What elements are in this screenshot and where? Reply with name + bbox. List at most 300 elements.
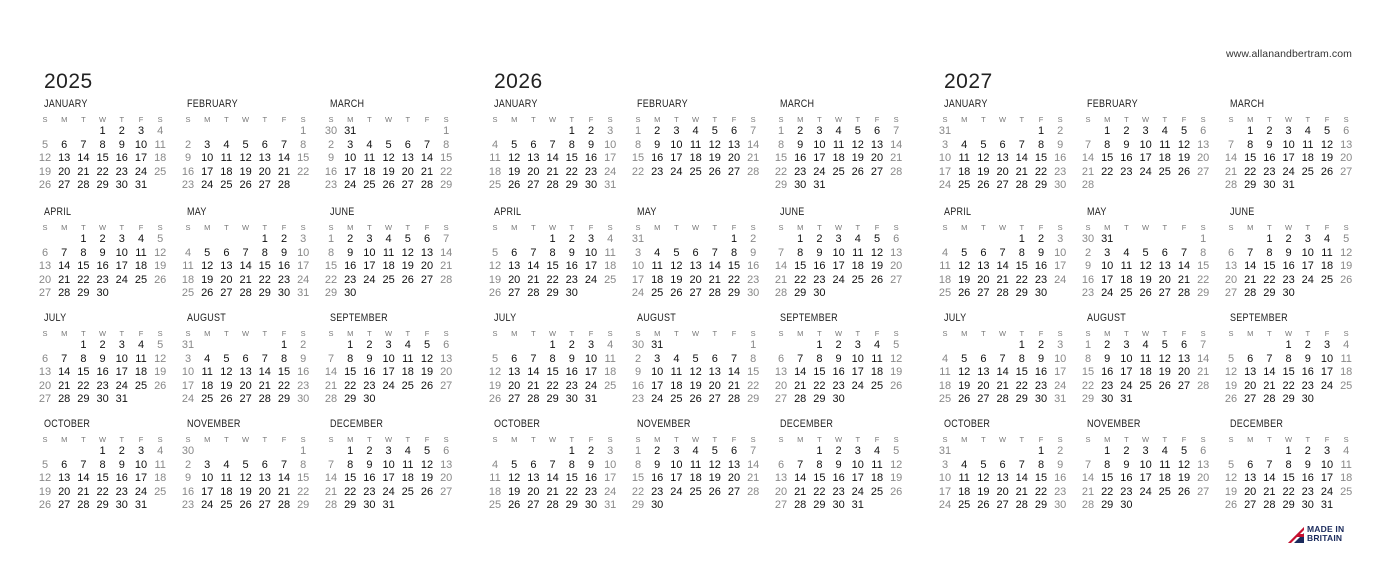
day-cell: 23 [1034, 273, 1048, 286]
day-cell: 28 [440, 273, 453, 286]
day-cell: 19 [708, 152, 721, 165]
day-cell: 25 [689, 165, 702, 178]
day-cell: 14 [1263, 472, 1276, 485]
day-cell: 6 [730, 125, 738, 137]
day-cell: 16 [747, 260, 760, 273]
day-cell: 27 [1340, 165, 1353, 178]
month-name: MARCH [780, 98, 815, 110]
weekday-letter: M [61, 115, 68, 124]
day-cell: 30 [1301, 499, 1314, 512]
weekday-letter: S [778, 329, 784, 338]
weekday-letter: F [731, 435, 737, 444]
day-cell: 9 [1266, 138, 1273, 151]
weekday-letter: T [712, 329, 718, 338]
day-cell: 16 [651, 472, 664, 485]
day-cell: 5 [204, 246, 211, 259]
day-cell: 3 [118, 339, 125, 351]
day-cell: 14 [77, 472, 90, 485]
day-cell: 4 [673, 352, 680, 365]
day-cell: 11 [402, 458, 414, 471]
day-cell: 16 [363, 366, 376, 379]
weekday-letter: T [1019, 115, 1025, 124]
weekday-letter: S [750, 329, 756, 338]
day-cell: 13 [870, 138, 884, 151]
day-cell: 13 [1197, 138, 1210, 151]
day-cell: 11 [363, 152, 376, 165]
day-cell: 24 [1120, 379, 1133, 392]
day-cell: 16 [115, 152, 128, 165]
day-cell: 4 [692, 445, 699, 457]
day-cell: 10 [1320, 458, 1334, 471]
weekday-letter: M [511, 329, 518, 338]
month-name: DECEMBER [780, 418, 834, 430]
day-cell: 30 [115, 499, 128, 512]
day-cell: 4 [491, 458, 499, 471]
day-cell: 31 [631, 233, 645, 245]
weekday-letter: M [204, 435, 211, 444]
day-cell: 4 [1161, 445, 1168, 457]
weekday-letter: T [1267, 435, 1272, 444]
day-cell: 6 [41, 246, 49, 259]
day-cell: 18 [689, 472, 702, 485]
day-cell: 18 [938, 379, 952, 392]
weekday-letter: F [588, 115, 594, 124]
day-cell: 7 [730, 352, 738, 365]
day-cell: 28 [420, 179, 434, 192]
day-cell: 25 [1120, 287, 1133, 300]
weekday-letter: W [385, 435, 393, 444]
weekday-letter: T [569, 329, 575, 338]
day-cell: 5 [1142, 246, 1149, 259]
weekday-letter: T [1305, 115, 1311, 124]
weekday-letter: S [185, 329, 191, 338]
day-cell: 1 [1285, 339, 1292, 351]
day-cell: 22 [813, 379, 826, 392]
day-cell: 29 [747, 393, 760, 406]
weekday-letter: S [635, 223, 641, 232]
day-cell: 18 [220, 165, 233, 178]
day-cell: 21 [1263, 379, 1276, 392]
day-cell: 25 [870, 485, 884, 498]
day-cell: 20 [258, 165, 271, 178]
year-title: 2027 [944, 70, 993, 93]
weekday-letter: S [1085, 115, 1091, 124]
day-cell: 20 [258, 485, 271, 498]
day-cell: 21 [1081, 485, 1095, 498]
day-cell: 6 [893, 233, 900, 245]
day-cell: 29 [1101, 499, 1114, 512]
day-cell: 14 [1015, 472, 1028, 485]
month-name: JUNE [780, 206, 805, 218]
day-cell: 12 [890, 352, 903, 365]
day-cell: 28 [996, 287, 1009, 300]
day-cell: 7 [893, 125, 900, 137]
day-cell: 20 [58, 165, 71, 178]
weekday-letter: T [569, 115, 575, 124]
day-cell: 28 [747, 485, 760, 498]
day-cell: 21 [794, 485, 807, 498]
day-cell: 15 [1081, 366, 1095, 379]
day-cell: 7 [61, 246, 68, 259]
day-cell: 4 [1304, 125, 1311, 137]
day-cell: 5 [1343, 233, 1350, 245]
weekday-letter: S [157, 329, 163, 338]
day-cell: 9 [654, 458, 661, 471]
day-cell: 25 [382, 273, 395, 286]
day-cell: 14 [1263, 366, 1276, 379]
weekday-letter: S [328, 329, 334, 338]
day-cell: 14 [1081, 472, 1095, 485]
day-cell: 9 [1037, 352, 1045, 365]
weekday-letter: S [778, 223, 784, 232]
weekday-letter: S [328, 223, 334, 232]
day-cell: 10 [1139, 458, 1152, 471]
day-cell: 9 [654, 138, 661, 151]
day-cell: 13 [1340, 138, 1353, 151]
day-cell: 21 [708, 273, 721, 286]
day-cell: 21 [58, 379, 71, 392]
weekday-letter: T [119, 115, 125, 124]
day-cell: 6 [777, 352, 785, 365]
day-cell: 2 [1057, 125, 1064, 137]
day-cell: 22 [1081, 379, 1095, 392]
weekday-letter: T [1305, 435, 1311, 444]
day-cell: 18 [851, 260, 864, 273]
day-cell: 18 [1158, 152, 1171, 165]
day-cell: 13 [440, 352, 453, 365]
day-cell: 17 [813, 152, 826, 165]
day-cell: 16 [1054, 472, 1067, 485]
weekday-letter: T [405, 223, 411, 232]
weekday-letter: M [204, 223, 211, 232]
day-cell: 10 [813, 138, 826, 151]
weekday-letter: M [61, 223, 68, 232]
day-cell: 6 [692, 246, 699, 259]
day-cell: 21 [440, 260, 453, 273]
day-cell: 6 [873, 125, 881, 137]
day-cell: 6 [61, 138, 68, 151]
weekday-letter: T [1124, 435, 1129, 444]
day-cell: 30 [115, 179, 128, 192]
day-cell: 23 [1101, 379, 1114, 392]
day-cell: 3 [204, 138, 211, 151]
day-cell: 9 [184, 472, 192, 485]
day-cell: 4 [184, 246, 192, 259]
day-cell: 26 [1177, 165, 1191, 178]
day-cell: 2 [184, 458, 192, 471]
day-cell: 1 [1247, 125, 1254, 137]
day-cell: 9 [1057, 458, 1064, 471]
day-cell: 16 [651, 152, 664, 165]
day-cell: 21 [890, 152, 903, 165]
day-cell: 1 [1037, 445, 1045, 457]
weekday-letter: M [961, 435, 968, 444]
day-cell: 26 [154, 273, 167, 286]
day-cell: 10 [832, 246, 845, 259]
day-cell: 30 [1282, 287, 1295, 300]
weekday-letter: F [281, 435, 287, 444]
day-cell: 1 [1200, 233, 1207, 245]
day-cell: 15 [546, 366, 559, 379]
day-cell: 22 [96, 485, 109, 498]
weekday-letter: F [588, 435, 594, 444]
day-cell: 8 [443, 138, 450, 151]
day-cell: 5 [223, 352, 230, 365]
day-cell: 17 [1301, 260, 1314, 273]
weekday-letter: S [607, 435, 613, 444]
day-cell: 27 [239, 393, 252, 406]
day-cell: 31 [938, 445, 952, 457]
weekday-letter: T [367, 115, 372, 124]
weekday-letter: T [405, 435, 411, 444]
day-cell: 19 [201, 273, 214, 286]
day-cell: 11 [958, 152, 970, 165]
day-cell: 29 [440, 179, 453, 192]
day-cell: 27 [996, 499, 1009, 512]
day-cell: 10 [851, 352, 864, 365]
weekday-letter: S [635, 435, 641, 444]
month-name: MARCH [1230, 98, 1265, 110]
day-cell: 11 [382, 246, 395, 259]
day-cell: 19 [958, 379, 971, 392]
day-cell: 21 [996, 379, 1009, 392]
day-cell: 19 [977, 165, 990, 178]
day-cell: 17 [938, 485, 952, 498]
day-cell: 17 [670, 152, 683, 165]
day-cell: 21 [1244, 273, 1257, 286]
day-cell: 22 [565, 485, 578, 498]
day-cell: 12 [508, 152, 521, 165]
day-cell: 13 [708, 366, 721, 379]
day-cell: 30 [565, 393, 578, 406]
day-cell: 25 [401, 485, 414, 498]
day-cell: 14 [420, 152, 434, 165]
day-cell: 14 [708, 260, 721, 273]
day-cell: 23 [363, 485, 376, 498]
day-cell: 5 [511, 458, 518, 471]
weekday-letter: T [367, 223, 372, 232]
day-cell: 17 [115, 260, 128, 273]
month-name: AUGUST [1087, 312, 1127, 324]
day-cell: 10 [115, 246, 128, 259]
month-name: JULY [44, 312, 67, 324]
day-cell: 27 [1224, 287, 1238, 300]
day-cell: 30 [344, 287, 357, 300]
weekday-letter: T [817, 115, 822, 124]
day-cell: 1 [1266, 233, 1273, 245]
day-cell: 25 [220, 499, 233, 512]
day-cell: 25 [134, 379, 148, 392]
day-cell: 19 [890, 366, 903, 379]
day-cell: 14 [546, 472, 559, 485]
day-cell: 12 [870, 246, 884, 259]
month-name: APRIL [44, 206, 72, 218]
day-cell: 1 [1104, 445, 1111, 457]
weekday-letter: S [443, 115, 449, 124]
day-cell: 26 [708, 485, 721, 498]
day-cell: 23 [277, 273, 291, 286]
weekday-letter: M [797, 329, 804, 338]
day-cell: 8 [797, 246, 804, 259]
weekday-letter: S [893, 329, 899, 338]
weekday-letter: S [778, 435, 784, 444]
day-cell: 10 [1301, 246, 1314, 259]
day-cell: 11 [1159, 138, 1171, 151]
day-cell: 19 [38, 485, 52, 498]
day-cell: 30 [324, 125, 338, 137]
weekday-letter: S [893, 115, 899, 124]
day-cell: 23 [565, 273, 578, 286]
day-cell: 1 [568, 445, 575, 457]
day-cell: 3 [634, 246, 642, 259]
day-cell: 18 [832, 152, 845, 165]
day-cell: 5 [873, 233, 881, 245]
day-cell: 8 [80, 352, 87, 365]
day-cell: 9 [568, 246, 575, 259]
day-cell: 3 [835, 233, 842, 245]
day-cell: 2 [366, 445, 373, 457]
day-cell: 25 [363, 179, 376, 192]
day-cell: 19 [1224, 379, 1238, 392]
day-cell: 29 [1197, 287, 1210, 300]
day-cell: 27 [689, 287, 702, 300]
day-cell: 21 [277, 165, 291, 178]
day-cell: 6 [1200, 445, 1207, 457]
day-cell: 13 [727, 138, 741, 151]
weekday-letter: T [119, 435, 125, 444]
day-cell: 27 [1197, 485, 1210, 498]
day-cell: 17 [584, 260, 598, 273]
day-cell: 18 [488, 165, 502, 178]
day-cell: 23 [96, 273, 109, 286]
day-cell: 14 [774, 260, 788, 273]
day-cell: 31 [344, 125, 357, 137]
day-cell: 10 [363, 246, 376, 259]
day-cell: 6 [423, 233, 431, 245]
day-cell: 10 [382, 458, 395, 471]
day-cell: 10 [1101, 260, 1114, 273]
weekday-letter: W [999, 223, 1007, 232]
day-cell: 1 [261, 233, 268, 245]
weekday-letter: T [1019, 223, 1025, 232]
month-name: MAY [187, 206, 207, 218]
day-cell: 8 [750, 352, 757, 365]
day-cell: 8 [300, 138, 307, 151]
logo-line-1: MADE IN [1307, 524, 1345, 534]
day-cell: 9 [1104, 352, 1111, 365]
day-cell: 19 [708, 472, 721, 485]
day-cell: 30 [1120, 499, 1133, 512]
day-cell: 12 [977, 152, 990, 165]
weekday-letter: M [654, 223, 661, 232]
day-cell: 24 [1054, 273, 1067, 286]
day-cell: 6 [443, 339, 450, 351]
day-cell: 13 [774, 472, 788, 485]
day-cell: 24 [201, 499, 214, 512]
day-cell: 13 [258, 152, 271, 165]
weekday-letter: M [961, 329, 968, 338]
weekday-letter: M [511, 223, 518, 232]
weekday-letter: T [1124, 223, 1129, 232]
day-cell: 8 [1266, 246, 1273, 259]
day-cell: 26 [420, 485, 434, 498]
day-cell: 11 [220, 152, 233, 165]
day-cell: 22 [546, 379, 559, 392]
day-cell: 8 [280, 352, 288, 365]
day-cell: 12 [1224, 472, 1238, 485]
day-cell: 2 [654, 125, 661, 137]
day-cell: 15 [96, 152, 109, 165]
day-cell: 10 [201, 152, 214, 165]
weekday-letter: F [281, 329, 287, 338]
day-cell: 17 [584, 366, 598, 379]
day-cell: 29 [96, 179, 109, 192]
day-cell: 31 [115, 393, 128, 406]
weekday-letter: S [492, 223, 498, 232]
day-cell: 29 [794, 287, 807, 300]
weekday-letter: M [654, 115, 661, 124]
day-cell: 21 [747, 152, 760, 165]
day-cell: 20 [527, 165, 540, 178]
month-name: APRIL [494, 206, 522, 218]
day-cell: 21 [1197, 366, 1210, 379]
day-cell: 26 [508, 179, 521, 192]
day-cell: 12 [670, 260, 683, 273]
day-cell: 19 [38, 165, 52, 178]
weekday-letter: S [492, 115, 498, 124]
day-cell: 15 [1015, 260, 1028, 273]
day-cell: 8 [347, 458, 354, 471]
day-cell: 26 [708, 165, 721, 178]
day-cell: 16 [631, 379, 645, 392]
day-cell: 24 [363, 273, 376, 286]
day-cell: 14 [258, 366, 271, 379]
day-cell: 18 [401, 366, 414, 379]
weekday-letter: F [424, 435, 430, 444]
day-cell: 15 [546, 260, 559, 273]
day-cell: 11 [135, 246, 147, 259]
weekday-letter: T [981, 435, 986, 444]
day-cell: 10 [938, 472, 952, 485]
weekday-letter: T [262, 435, 268, 444]
day-cell: 15 [813, 472, 826, 485]
day-cell: 12 [239, 152, 252, 165]
weekday-letter: T [224, 435, 229, 444]
day-cell: 5 [404, 233, 411, 245]
day-cell: 11 [489, 472, 501, 485]
day-cell: 16 [1081, 273, 1095, 286]
day-cell: 18 [363, 165, 376, 178]
day-cell: 31 [1320, 499, 1334, 512]
day-cell: 21 [527, 379, 540, 392]
day-cell: 23 [297, 379, 310, 392]
day-cell: 19 [689, 379, 702, 392]
day-cell: 17 [297, 260, 310, 273]
day-cell: 25 [1139, 379, 1152, 392]
month-name: JANUARY [944, 98, 988, 110]
day-cell: 14 [58, 260, 71, 273]
day-cell: 20 [727, 152, 741, 165]
day-cell: 23 [363, 379, 376, 392]
day-cell: 14 [77, 152, 90, 165]
day-cell: 15 [1015, 366, 1028, 379]
day-cell: 4 [654, 246, 661, 259]
day-cell: 29 [546, 393, 559, 406]
day-cell: 22 [440, 165, 453, 178]
day-cell: 22 [1101, 485, 1114, 498]
day-cell: 9 [347, 246, 354, 259]
day-cell: 2 [568, 233, 575, 245]
